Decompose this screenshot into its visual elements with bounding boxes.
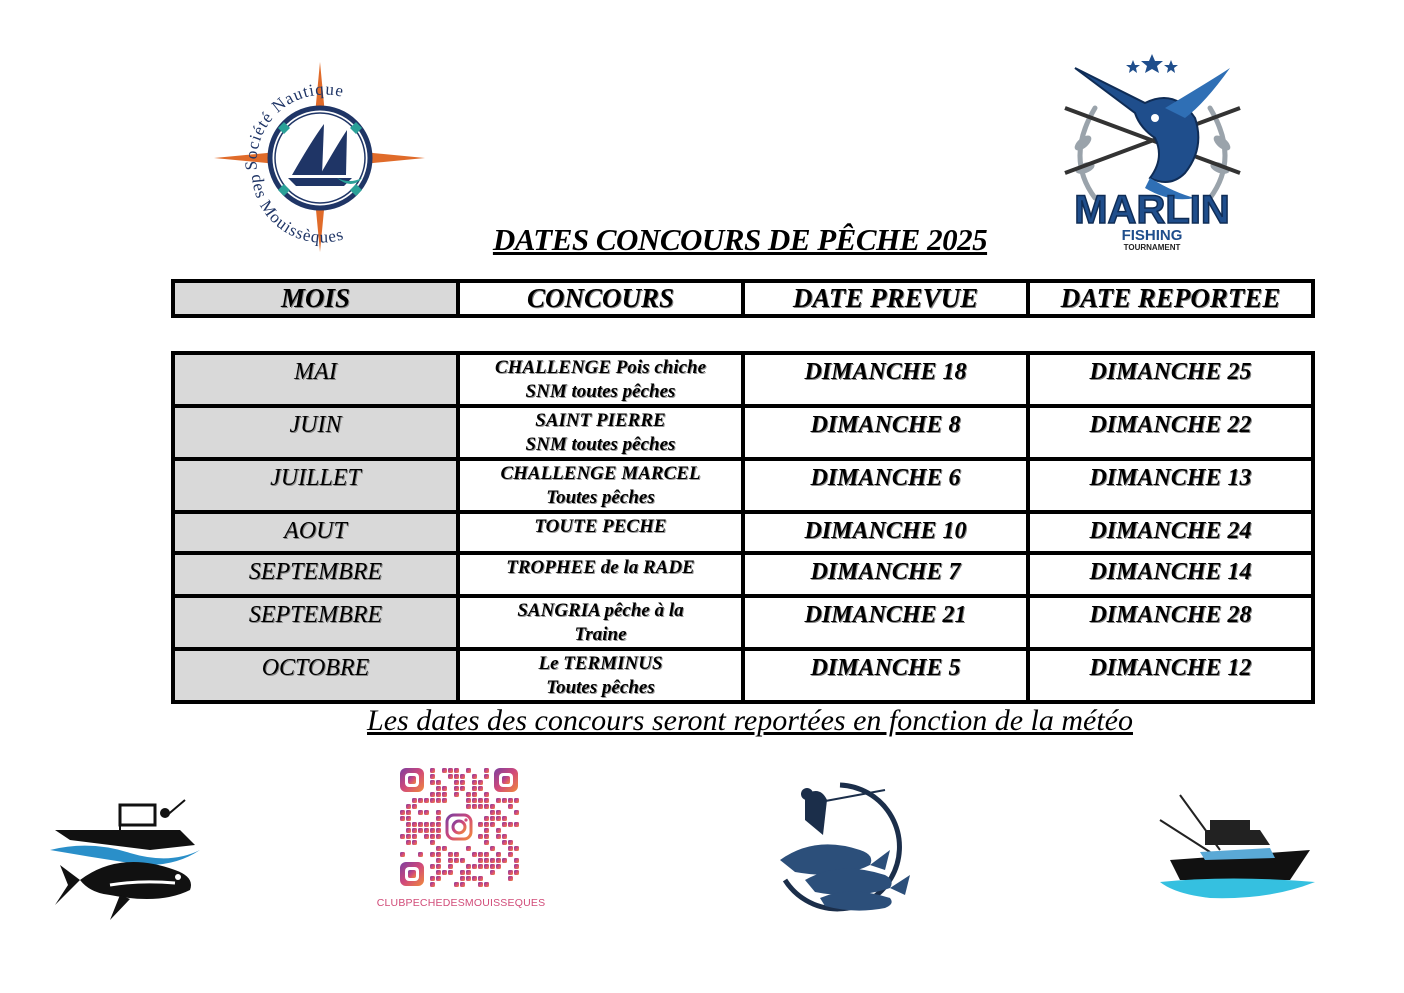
cell-concours: TOUTE PECHE: [458, 512, 743, 553]
cell-mois: OCTOBRE: [173, 649, 458, 702]
cell-mois: SEPTEMBRE: [173, 596, 458, 649]
cell-concours: SAINT PIERRE SNM toutes pêches: [458, 406, 743, 459]
schedule-table: [171, 351, 1315, 704]
cell-date-prevue: DIMANCHE 8: [743, 406, 1028, 459]
table-row: [173, 649, 1313, 702]
marlin-subtitle: FISHING: [1121, 227, 1183, 244]
page-title: DATES CONCOURS DE PÊCHE 2025: [492, 222, 988, 257]
cell-date-reportee: DIMANCHE 22: [1028, 406, 1313, 459]
table-header: [171, 279, 1315, 318]
cell-date-reportee: DIMANCHE 28: [1028, 596, 1313, 649]
cell-mois: JUILLET: [173, 459, 458, 512]
cell-date-reportee: DIMANCHE 12: [1028, 649, 1313, 702]
cell-concours: TROPHEE de la RADE: [458, 553, 743, 596]
cell-date-reportee: DIMANCHE 25: [1028, 353, 1313, 406]
cell-mois: JUIN: [173, 406, 458, 459]
cell-concours: CHALLENGE Pois chiche SNM toutes pêches: [458, 353, 743, 406]
yacht-icon: [1150, 790, 1320, 905]
header-date-prevue: DATE PREVUE: [743, 281, 1028, 316]
header-mois: MOIS: [173, 281, 458, 316]
cell-date-prevue: DIMANCHE 18: [743, 353, 1028, 406]
cell-mois: MAI: [173, 353, 458, 406]
boat-fish-icon: [50, 795, 210, 925]
cell-concours: SANGRIA pêche à la Traine: [458, 596, 743, 649]
cell-date-prevue: DIMANCHE 10: [743, 512, 1028, 553]
fisherman-circle-icon: [765, 780, 915, 920]
table-row: [173, 512, 1313, 553]
cell-date-prevue: DIMANCHE 6: [743, 459, 1028, 512]
header-date-reportee: DATE REPORTEE: [1028, 281, 1313, 316]
cell-date-prevue: DIMANCHE 5: [743, 649, 1028, 702]
cell-date-reportee: DIMANCHE 14: [1028, 553, 1313, 596]
cell-date-reportee: DIMANCHE 13: [1028, 459, 1313, 512]
table-row: [173, 596, 1313, 649]
cell-date-prevue: DIMANCHE 21: [743, 596, 1028, 649]
header-concours: CONCOURS: [458, 281, 743, 316]
weather-note: Les dates des concours seront reportées en fonction de la météo: [367, 704, 1133, 737]
instagram-handle: CLUBPECHEDESMOUISSEQUES: [376, 897, 546, 909]
table-row: [173, 553, 1313, 596]
snm-top-text: Société Nautique: [241, 79, 347, 171]
cell-concours: CHALLENGE MARCEL Toutes pêches: [458, 459, 743, 512]
table-row: [173, 406, 1313, 459]
cell-date-prevue: DIMANCHE 7: [743, 553, 1028, 596]
snm-bottom-text: des Mouissèques: [247, 173, 347, 247]
marlin-title: MARLIN: [1074, 188, 1230, 232]
table-row: [173, 459, 1313, 512]
cell-concours: Le TERMINUS Toutes pêches: [458, 649, 743, 702]
cell-date-reportee: DIMANCHE 24: [1028, 512, 1313, 553]
marlin-tagline: TOURNAMENT: [1123, 243, 1181, 252]
cell-mois: SEPTEMBRE: [173, 553, 458, 596]
cell-mois: AOUT: [173, 512, 458, 553]
instagram-qr-code-icon: [398, 766, 520, 888]
table-row: [173, 353, 1313, 406]
